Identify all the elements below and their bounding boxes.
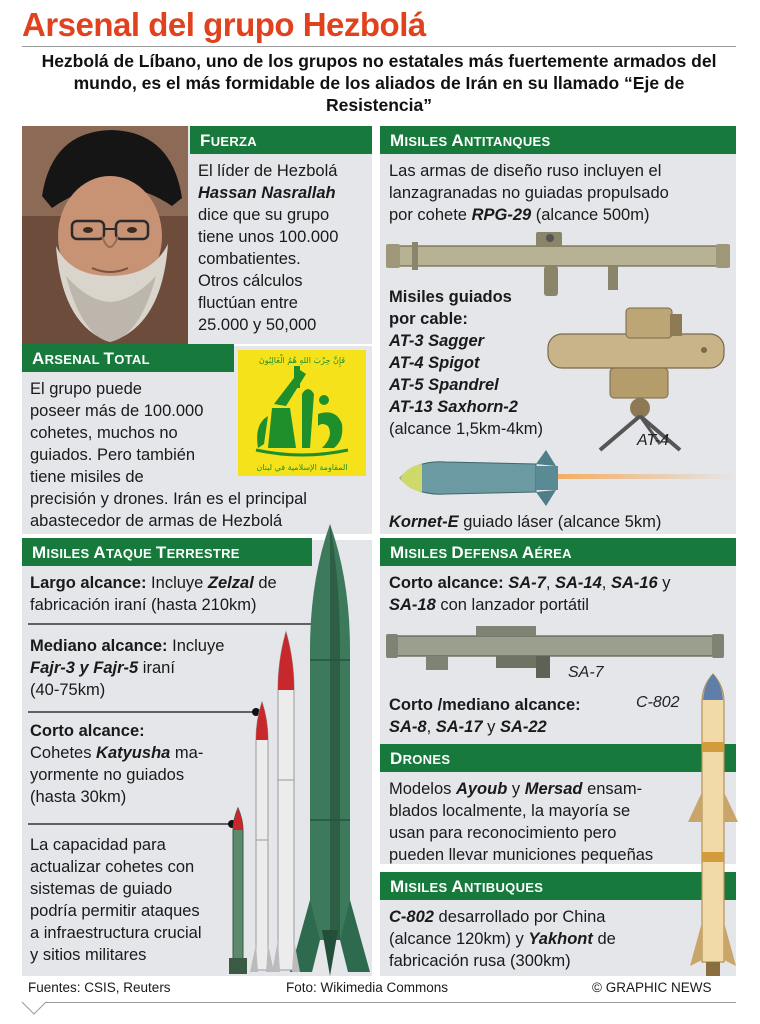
separator: , <box>426 718 436 736</box>
heading-cap: A <box>451 131 464 150</box>
tierra-line: fabricación iraní (hasta 210km) <box>30 596 257 614</box>
kornet-text <box>389 511 734 533</box>
heading-cap: M <box>390 131 405 150</box>
nasrallah-photo <box>22 126 188 344</box>
antibuques-line: fabricación rusa (300km) <box>389 952 571 970</box>
separator: , <box>601 574 611 592</box>
kornet-name: Kornet-E <box>389 513 459 531</box>
title-divider <box>22 46 736 47</box>
drones-line: pueden llevar municiones pequeñas <box>389 846 654 864</box>
fuerza-line: tiene unos 100.000 <box>198 228 339 246</box>
drones-line: usan para reconocimiento pero <box>389 824 617 842</box>
heading-rest: RONES <box>402 752 451 767</box>
fuerza-line: dice que su grupo <box>198 206 330 224</box>
missile-sa18: SA-18 <box>389 596 436 614</box>
tierra-text-fragment: ma- <box>170 744 204 762</box>
heading-cap: D <box>451 543 464 562</box>
tierra-line: podría permitir ataques <box>30 902 200 920</box>
heading-cap: M <box>390 543 405 562</box>
footer-copyright: © GRAPHIC NEWS <box>592 980 712 995</box>
separator: , <box>545 574 555 592</box>
bottom-notch <box>22 1002 48 1018</box>
antitanques-line: (alcance 1,5km-4km) <box>389 420 544 438</box>
heading-fuerza <box>190 126 372 154</box>
separator: y <box>657 574 671 592</box>
fajr-name: Fajr-3 y Fajr-5 <box>30 659 139 677</box>
arsenal-line: El grupo puede <box>30 380 142 398</box>
antitanques-intro <box>389 160 734 226</box>
missile-at13: AT-13 Saxhorn-2 <box>389 398 518 416</box>
drone-ayoub: Ayoub <box>455 780 508 798</box>
antitanques-fragment: (alcance 500m) <box>531 206 650 224</box>
zelzal-name: Zelzal <box>207 574 254 592</box>
antibuques-fragment: (alcance 120km) y <box>389 930 529 948</box>
leader-name: Hassan Nasrallah <box>198 184 336 202</box>
heading-rest: NTIBUQUES <box>463 880 544 895</box>
heading-cap: M <box>32 543 47 562</box>
tierra-line: sistemas de guiado <box>30 880 173 898</box>
footer-photo-credit: Foto: Wikimedia Commons <box>286 980 449 995</box>
page-title: Arsenal del grupo Hezbolá <box>22 6 426 43</box>
missile-yakhont: Yakhont <box>528 930 593 948</box>
defensa-text-1 <box>389 572 734 616</box>
rpg29-name: RPG-29 <box>471 206 532 224</box>
flag-bottom-text: المقاومة الإسلامية في لبنان <box>256 463 348 472</box>
missile-c802: C-802 <box>389 908 434 926</box>
heading-misiles-antitanques <box>380 126 736 154</box>
tierra-text-fragment: iraní <box>138 659 175 677</box>
tierra-text-fragment: Incluye <box>167 637 225 655</box>
heading-cap: A <box>93 543 106 562</box>
missile-at3: AT-3 Sagger <box>389 332 485 350</box>
heading-arsenal-total <box>22 344 234 372</box>
heading-cap: M <box>390 877 405 896</box>
range-label-largo: Largo alcance: <box>30 574 147 592</box>
heading-cap: A <box>32 349 45 368</box>
heading-misiles-defensa-aerea <box>380 538 736 566</box>
drone-mersad: Mersad <box>524 780 583 798</box>
page-subtitle: Hezbolá de Líbano, uno de los grupos no estatales más fuertemente armados del mundo, es el más formidable de los aliados de Irán en su llamado “Eje de Resistencia” <box>41 51 717 115</box>
heading-drones <box>380 744 736 772</box>
heading-rest: ISILES <box>404 880 452 895</box>
heading-rest: ISILES <box>46 546 94 561</box>
antibuques-fragment: desarrollado por China <box>433 908 606 926</box>
defensa-label: Corto /mediano alcance: <box>389 696 581 714</box>
kornet-illustration <box>396 450 736 506</box>
heading-rest: EFENSA <box>463 546 522 561</box>
arsenal-line: precisión y drones. Irán es el principal <box>30 490 307 508</box>
heading-cap: T <box>103 349 115 368</box>
guided-heading: Misiles guiados <box>389 288 512 306</box>
at4-label: AT-4 <box>637 432 670 449</box>
heading-cap: T <box>155 543 167 562</box>
antibuques-fragment: de <box>592 930 616 948</box>
arsenal-line: tiene misiles de <box>30 468 144 486</box>
footer-sources: Fuentes: CSIS, Reuters <box>28 980 171 995</box>
c802-label: C-802 <box>636 694 680 711</box>
fuerza-line: 25.000 y 50,000 <box>198 316 317 334</box>
arsenal-line: cohetes, muchos no <box>30 424 178 442</box>
range-label-corto: Corto alcance: <box>30 722 145 740</box>
tierra-line: y sitios militares <box>30 946 147 964</box>
arsenal-line: poseer más de 100.000 <box>30 402 204 420</box>
defensa-fragment: con lanzador portátil <box>435 596 589 614</box>
drones-fragment: y <box>507 780 525 798</box>
defensa-text-2 <box>389 694 649 738</box>
range-label-mediano: Mediano alcance: <box>30 637 168 655</box>
missile-sa22: SA-22 <box>499 718 547 736</box>
heading-rest: OTAL <box>114 352 150 367</box>
antibuques-text <box>389 906 689 972</box>
drones-fragment: Modelos <box>389 780 456 798</box>
heading-rest: RSENAL <box>44 352 104 367</box>
heading-rest: ÉREA <box>534 546 572 561</box>
arsenal-line: guiados. Pero también <box>30 446 196 464</box>
drones-text <box>389 778 699 866</box>
missile-sa16: SA-16 <box>610 574 658 592</box>
heading-rest: ERRESTRE <box>166 546 240 561</box>
arsenal-text <box>30 378 370 532</box>
defensa-label: Corto alcance: <box>389 574 504 592</box>
heading-cap: A <box>451 877 464 896</box>
missile-sa17: SA-17 <box>435 718 483 736</box>
heading-cap: D <box>390 749 403 768</box>
heading-rest: NTITANQUES <box>463 134 551 149</box>
tierra-line: yormente no guiados <box>30 766 185 784</box>
missile-sa14: SA-14 <box>554 574 602 592</box>
fuerza-line: Otros cálculos <box>198 272 303 290</box>
antitanques-line: lanzagranadas no guiadas propulsado <box>389 184 669 202</box>
tierra-line: actualizar cohetes con <box>30 858 195 876</box>
antitanques-fragment: por cohete <box>389 206 472 224</box>
sa7-illustration <box>386 620 726 680</box>
flag-top-text: فَإِنَّ حِزْبَ اللهِ هُمُ الْغَالِبُونَ <box>258 356 346 365</box>
tierra-text-fragment: de <box>253 574 277 592</box>
c802-illustration <box>688 672 738 982</box>
fuerza-line: El líder de Hezbolá <box>198 162 338 180</box>
kornet-fragment: guiado láser (alcance 5km) <box>458 513 662 531</box>
drones-line: blados localmente, la mayoría se <box>389 802 631 820</box>
missile-sa8: SA-8 <box>389 718 427 736</box>
guided-heading: por cable: <box>389 310 468 328</box>
heading-rest: ISILES <box>404 134 452 149</box>
missile-at5: AT-5 Spandrel <box>389 376 499 394</box>
sa7-label: SA-7 <box>568 664 604 681</box>
tierra-text <box>30 572 330 966</box>
heading-rest: TAQUE <box>105 546 156 561</box>
katyusha-name: Katyusha <box>96 744 171 762</box>
bottom-divider <box>22 1002 736 1003</box>
heading-rest: ISILES <box>404 546 452 561</box>
heading-misiles-antibuques <box>380 872 736 900</box>
tierra-line: (hasta 30km) <box>30 788 127 806</box>
heading-rest: UERZA <box>210 134 257 149</box>
heading-cap: A <box>521 543 535 562</box>
missile-sa7: SA-7 <box>508 574 546 592</box>
separator: y <box>482 718 500 736</box>
drones-fragment: ensam- <box>582 780 643 798</box>
antitanques-line: Las armas de diseño ruso incluyen el <box>389 162 662 180</box>
arsenal-line: abastecedor de armas de Hezbolá <box>30 512 283 530</box>
fuerza-line: fluctúan entre <box>198 294 298 312</box>
fuerza-text <box>198 160 368 336</box>
tierra-line: La capacidad para <box>30 836 166 854</box>
heading-cap: F <box>200 131 211 150</box>
fuerza-line: combatientes. <box>198 250 301 268</box>
missile-at4: AT-4 Spigot <box>389 354 480 372</box>
tierra-text-fragment: Cohetes <box>30 744 97 762</box>
tierra-text-fragment: Incluye <box>146 574 208 592</box>
tierra-line: a infraestructura crucial <box>30 924 202 942</box>
tierra-line: (40-75km) <box>30 681 106 699</box>
